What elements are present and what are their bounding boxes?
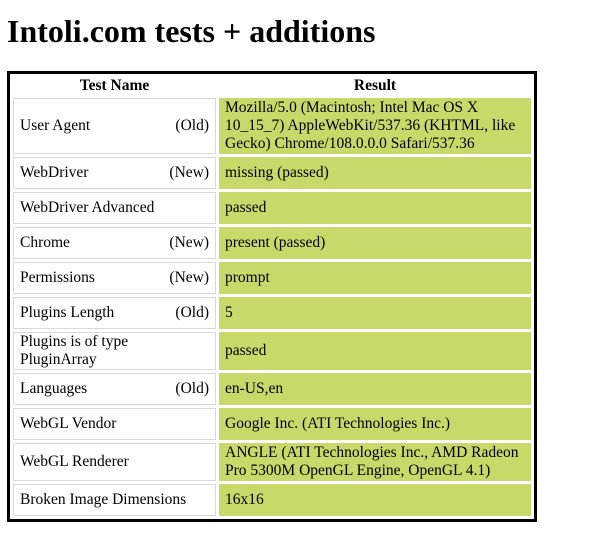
test-result: present (passed) [219,227,531,259]
table-row [13,262,531,294]
table-row [13,408,531,440]
test-result: passed [219,332,531,370]
test-tag: (New) [169,269,209,286]
table-row [13,297,531,329]
test-name: Plugins is of type PluginArray [20,333,129,368]
test-result: ANGLE (ATI Technologies Inc., AMD Radeon Pro 5300M OpenGL Engine, OpenGL 4.1) [219,443,531,481]
test-name-cell [13,227,216,259]
page-title: Intoli.com tests + additions [7,13,376,49]
test-result: 16x16 [219,484,531,516]
table-row [13,332,531,370]
header-test-name: Test Name [79,77,150,94]
test-result: Google Inc. (ATI Technologies Inc.) [219,408,531,440]
test-tag: (Old) [175,117,209,134]
test-name: WebDriver [20,164,89,181]
test-name-cell [13,408,216,440]
test-name: User Agent [20,117,91,134]
test-name: Languages [20,380,88,397]
test-name-cell [13,484,216,516]
table-row [13,227,531,259]
test-name-cell [13,262,216,294]
test-name: Plugins Length [20,304,115,321]
test-name: Permissions [20,269,95,286]
results-table [7,71,537,522]
test-name: WebGL Renderer [20,453,129,470]
test-tag: (Old) [175,304,209,321]
test-result: 5 [219,297,531,329]
test-name-cell [13,297,216,329]
table-row [13,484,531,516]
table-header-row [13,77,531,95]
table-row [13,157,531,189]
header-result: Result [353,77,397,94]
test-result: en-US,en [219,373,531,405]
test-name-cell [13,98,216,154]
test-name: Broken Image Dimensions [20,491,187,508]
test-result: missing (passed) [219,157,531,189]
test-name-cell [13,192,216,224]
test-name-cell [13,373,216,405]
test-name: Chrome [20,234,70,251]
table-row [13,98,531,154]
test-result: prompt [219,262,531,294]
table-row [13,373,531,405]
test-tag: (New) [169,234,209,251]
table-row [13,192,531,224]
test-name-cell [13,332,216,370]
test-result: Mozilla/5.0 (Macintosh; Intel Mac OS X 10_15_7) AppleWebKit/537.36 (KHTML, like Gecko) Chrome/108.0.0.0 Safari/537.36 [219,98,531,154]
test-name-cell [13,443,216,481]
test-tag: (Old) [175,380,209,397]
table-row [13,443,531,481]
test-name: WebDriver Advanced [20,199,155,216]
test-tag: (New) [169,164,209,181]
test-name: WebGL Vendor [20,415,117,432]
test-result: passed [219,192,531,224]
test-name-cell [13,157,216,189]
